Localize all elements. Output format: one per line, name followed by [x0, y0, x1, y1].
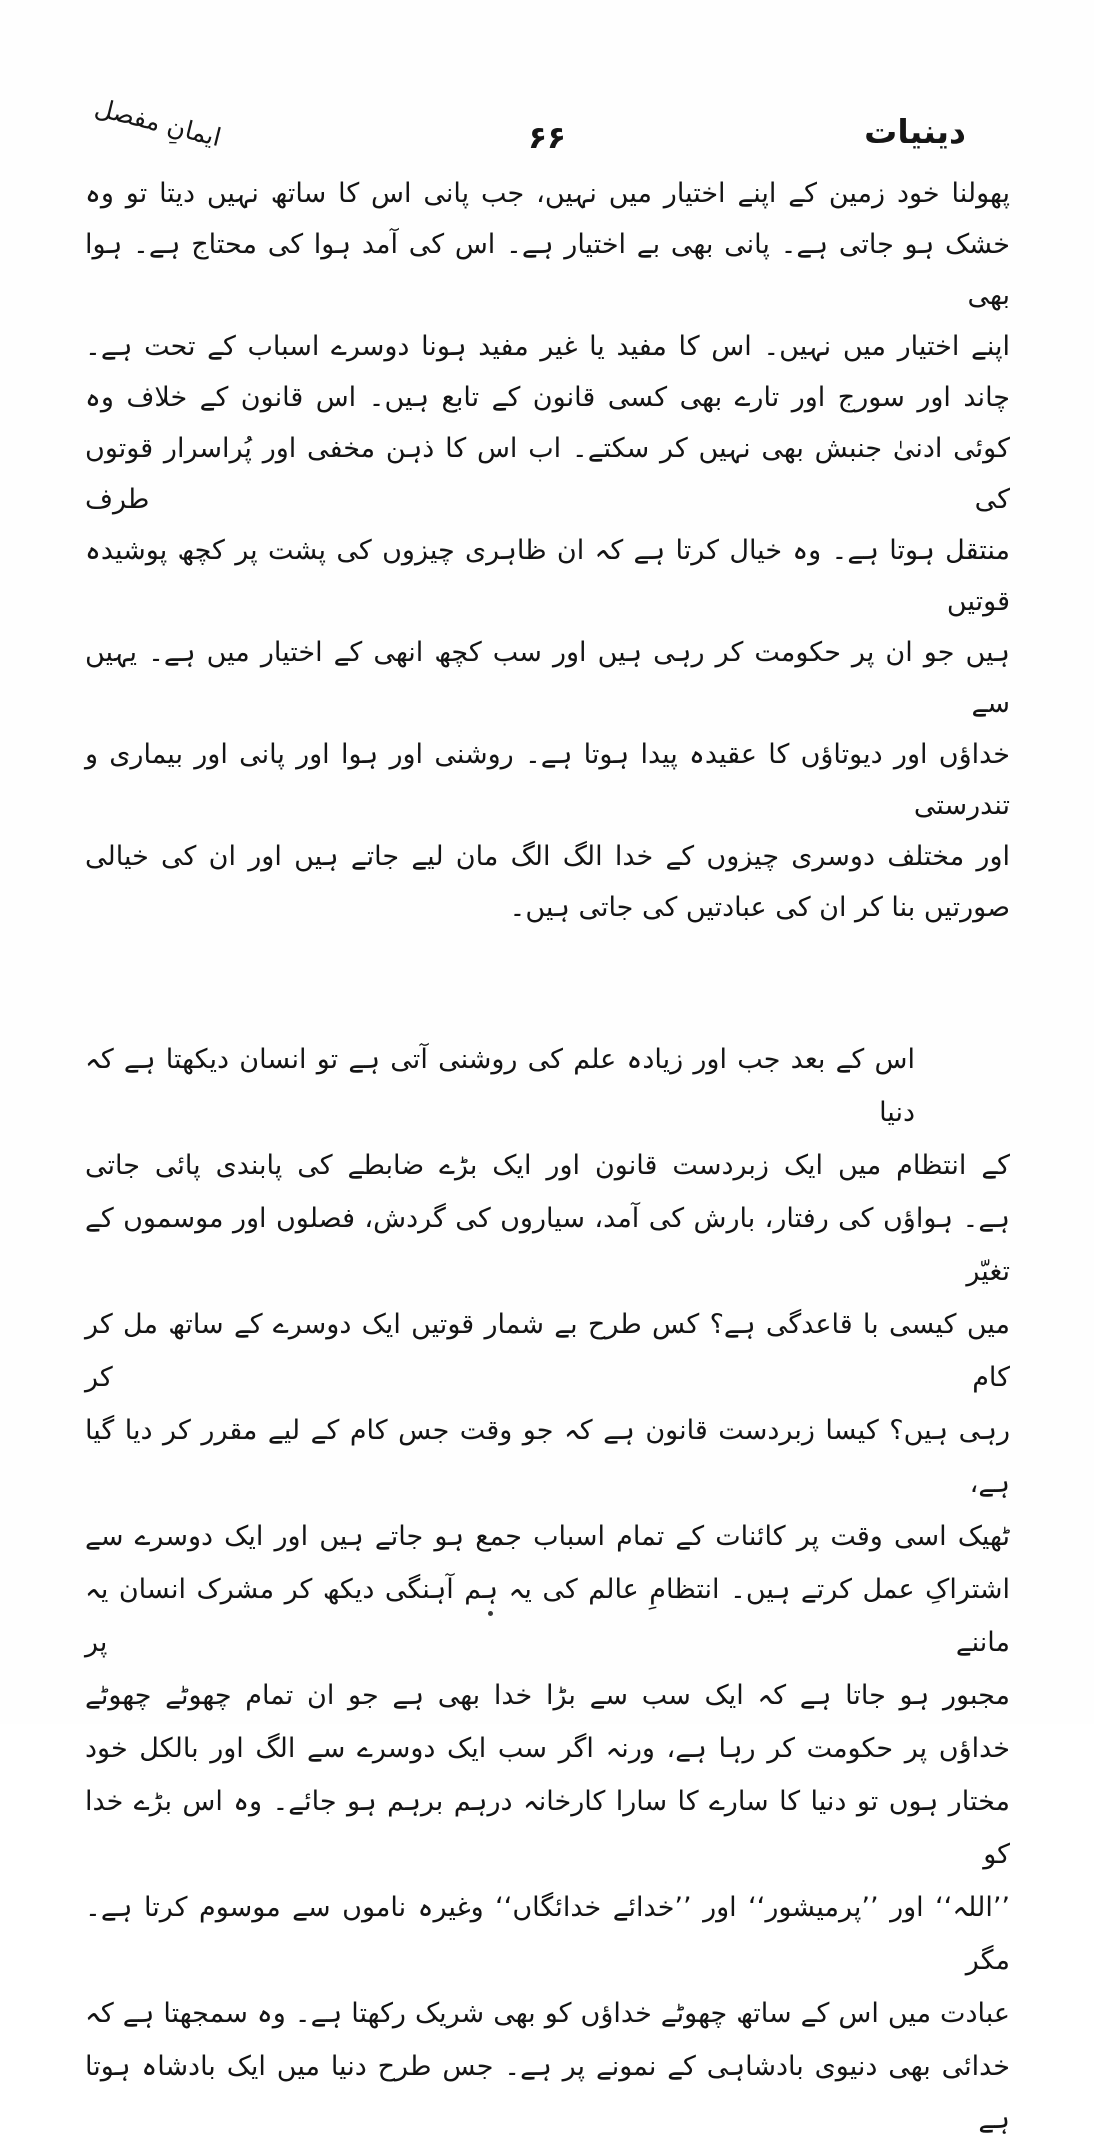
text-line: اس کے بعد جب اور زیادہ علم کی روشنی آتی ہے تو انسان دیکھتا ہے کہ دنیا: [85, 1044, 915, 1128]
ink-speck: [488, 1611, 493, 1616]
page-body: [85, 168, 1010, 2146]
book-title: دینیات: [864, 112, 966, 151]
text-line: خداؤں اور دیوتاؤں کا عقیدہ پیدا ہوتا ہے۔ روشنی اور ہوا اور پانی اور بیماری و تندرستی: [85, 739, 1010, 821]
text-line: ٹھیک اسی وقت پر کائنات کے تمام اسباب جمع ہو جاتے ہیں اور ایک دوسرے سے: [85, 1521, 1010, 1552]
text-line: رہی ہیں؟ کیسا زبردست قانون ہے کہ جو وقت جس کام کے لیے مقرر کر دیا گیا ہے،: [85, 1415, 1010, 1499]
chapter-title: ایمانِ مفصل: [91, 92, 225, 153]
text-line: مجبور ہو جاتا ہے کہ ایک سب سے بڑا خدا بھی ہے جو ان تمام چھوٹے چھوٹے: [85, 1680, 1010, 1711]
text-line: ہیں جو ان پر حکومت کر رہی ہیں اور سب کچھ انھی کے اختیار میں ہے۔ یہیں سے: [85, 637, 1010, 719]
paragraph-1: [85, 168, 1010, 933]
text-line: خشک ہو جاتی ہے۔ پانی بھی بے اختیار ہے۔ اس کی آمد ہوا کی محتاج ہے۔ ہوا بھی: [85, 229, 1010, 311]
text-line: صورتیں بنا کر ان کی عبادتیں کی جاتی ہیں۔: [509, 892, 1010, 923]
text-line: پھولنا خود زمین کے اپنے اختیار میں نہیں، جب پانی اس کا ساتھ نہیں دیتا تو وہ: [85, 178, 1010, 209]
text-line: چاند اور سورج اور تارے بھی کسی قانون کے تابع ہیں۔ اس قانون کے خلاف وہ: [85, 382, 1010, 413]
text-line: مختار ہوں تو دنیا کا سارے کا سارا کارخانہ درہم برہم ہو جائے۔ وہ اس بڑے خدا کو: [85, 1786, 1010, 1870]
text-line: کوئی ادنیٰ جنبش بھی نہیں کر سکتے۔ اب اس کا ذہن مخفی اور پُراسرار قوتوں کی طرف: [85, 433, 1010, 515]
text-line: کے انتظام میں ایک زبردست قانون اور ایک بڑے ضابطے کی پابندی پائی جاتی: [85, 1150, 1010, 1181]
text-line: ہے۔ ہواؤں کی رفتار، بارش کی آمد، سیاروں کی گردش، فصلوں اور موسموں کے تغیّر: [85, 1203, 1010, 1287]
text-line: اپنے اختیار میں نہیں۔ اس کا مفید یا غیر مفید ہونا دوسرے اسباب کے تحت ہے۔: [85, 331, 1010, 362]
text-line: ’’اللہ‘‘ اور ’’پرمیشور‘‘ اور ’’خدائے خدائگاں‘‘ وغیرہ ناموں سے موسوم کرتا ہے۔ مگر: [85, 1892, 1010, 1976]
paragraph-2: [85, 1033, 1010, 2146]
text-line: خدائی بھی دنیوی بادشاہی کے نمونے پر ہے۔ جس طرح دنیا میں ایک بادشاہ ہوتا ہے: [85, 2051, 1010, 2135]
text-line: میں کیسی با قاعدگی ہے؟ کس طرح بے شمار قوتیں ایک دوسرے کے ساتھ مل کر کام کر: [85, 1309, 1010, 1393]
text-line: خداؤں پر حکومت کر رہا ہے، ورنہ اگر سب ایک دوسرے سے الگ اور بالکل خود: [85, 1733, 1010, 1764]
text-line: عبادت میں اس کے ساتھ چھوٹے خداؤں کو بھی شریک رکھتا ہے۔ وہ سمجھتا ہے کہ: [85, 1998, 1010, 2029]
text-line: اشتراکِ عمل کرتے ہیں۔ انتظامِ عالم کی یہ ہم آہنگی دیکھ کر مشرک انسان یہ ماننے پر: [85, 1574, 1010, 1658]
text-line: اور مختلف دوسری چیزوں کے خدا الگ الگ مان لیے جاتے ہیں اور ان کی خیالی: [85, 841, 1010, 872]
text-line: منتقل ہوتا ہے۔ وہ خیال کرتا ہے کہ ان ظاہری چیزوں کی پشت پر کچھ پوشیدہ قوتیں: [85, 535, 1010, 617]
page-number: ۶۶: [528, 120, 566, 156]
